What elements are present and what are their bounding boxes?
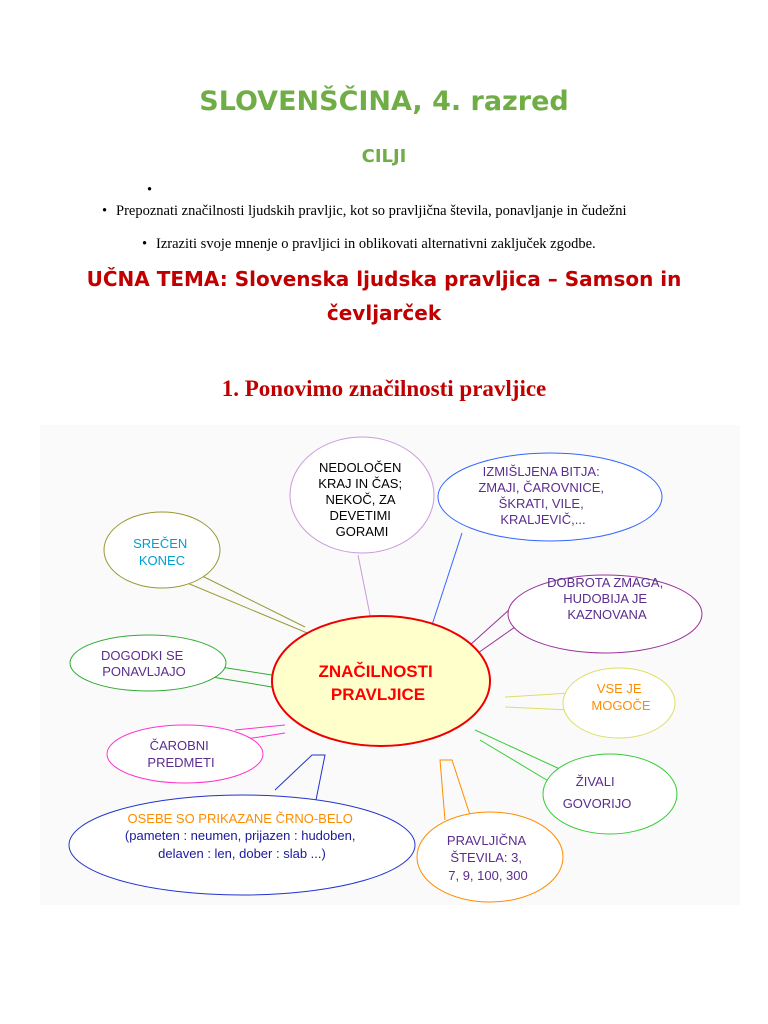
bubble-osebe-text: OSEBE SO PRIKAZANE ČRNO-BELO (pameten : neumen, prijazen : hudoben, delaven : len, dober : slab ...): [124, 811, 356, 861]
bubble-zivali-text: ŽIVALI GOVORIJO: [562, 774, 632, 811]
goal-bullet-empty: [147, 182, 161, 199]
mind-map-diagram: [40, 425, 740, 905]
connector-izmisljena: [432, 533, 462, 625]
bubble-srecen-text: SREČEN KONEC: [133, 536, 188, 568]
lesson-topic: [0, 262, 768, 330]
bullet-icon: •: [142, 236, 148, 252]
bubble-zivali: [543, 754, 677, 834]
bubble-carobni-text: ČAROBNI PREDMETI: [147, 738, 215, 770]
connector-vse: [505, 693, 570, 710]
goal-bullet-1: • Prepoznati značilnosti ljudskih pravljic, kot so pravljična števila, ponavljanje in čudežni: [102, 203, 627, 219]
bubble-osebe: [69, 795, 415, 895]
center-bubble: [272, 616, 490, 746]
mind-map: [40, 425, 740, 905]
section-heading: 1. Ponovimo značilnosti pravljice: [221, 376, 547, 401]
bubble-dogodki-text: DOGODKI SE PONAVLJAJO: [101, 648, 186, 679]
bubble-izmisljena-text: IZMIŠLJENA BITJA: ZMAJI, ČAROVNICE, ŠKRATI, VILE, KRALJEVIČ,...: [478, 464, 605, 527]
bubble-vse-text: VSE JE MOGOČE: [591, 681, 651, 713]
goals-heading: CILJI: [361, 146, 407, 167]
lesson-topic-line-2: čevljarček: [326, 301, 442, 325]
goal-bullet-2: • Izraziti svoje mnenje o pravljici in oblikovati alternativni zaključek zgodbe.: [142, 236, 596, 252]
center-bubble-text: ZNAČILNOSTI PRAVLJICE: [318, 662, 433, 704]
connector-stevila: [440, 760, 470, 820]
bubble-dobrota-text: DOBROTA ZMAGA, HUDOBIJA JE KAZNOVANA: [547, 575, 664, 622]
lesson-topic-line-1: UČNA TEMA: Slovenska ljudska pravljica – Samson in: [86, 267, 682, 291]
bullet-icon: •: [102, 203, 108, 219]
page-title: SLOVENŠČINA, 4. razred: [199, 86, 569, 117]
connector-nedolocen: [358, 555, 372, 625]
bubble-stevila-text: PRAVLJIČNA ŠTEVILA: 3, 7, 9, 100, 300: [446, 833, 528, 883]
bubble-nedolocen-text: NEDOLOČEN KRAJ IN ČAS; NEKOČ, ZA DEVETIMI GORAMI: [318, 460, 403, 539]
bubble-dogodki: [70, 635, 226, 691]
bullet-icon: •: [147, 182, 153, 198]
bubble-carobni: [107, 725, 263, 783]
